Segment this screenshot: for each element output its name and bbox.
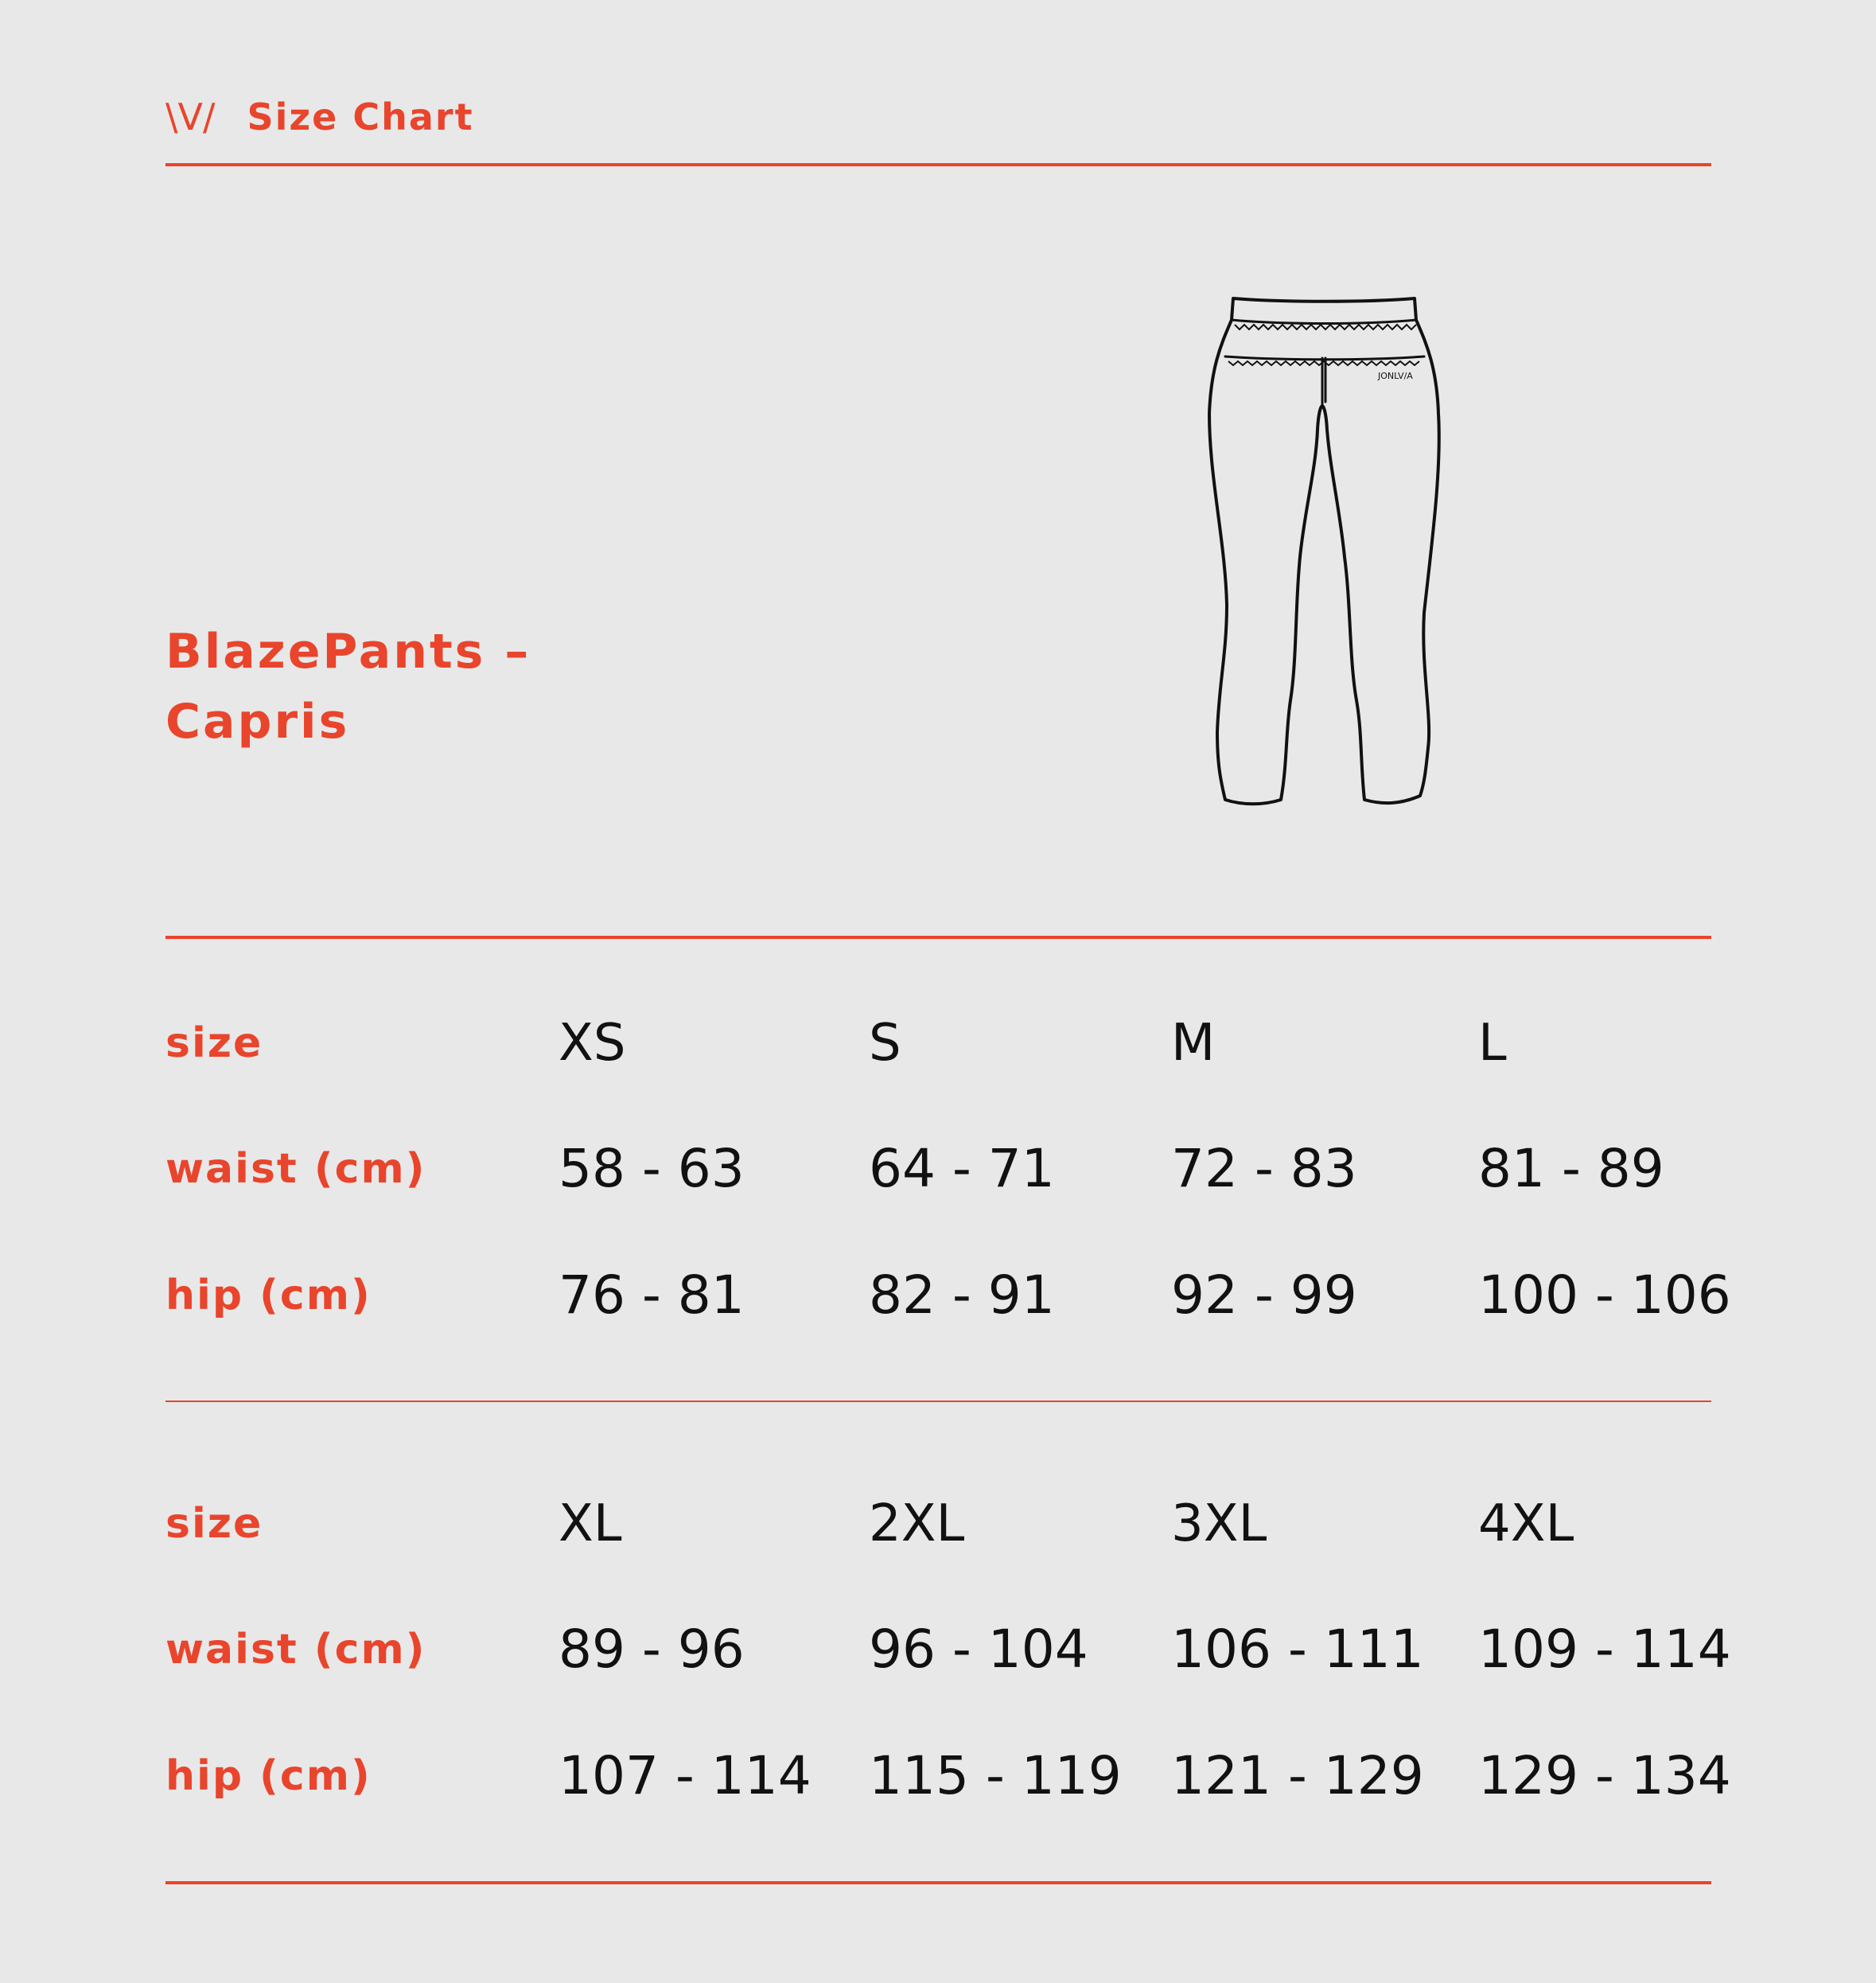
waist-cell: 58 - 63 <box>559 1138 745 1199</box>
hip-cell: 100 - 106 <box>1478 1264 1731 1326</box>
brand-tag: JONLV/A <box>1378 371 1413 381</box>
hip-cell: 107 - 114 <box>559 1745 812 1806</box>
size-cell: 2XL <box>869 1494 965 1553</box>
waist-cell: 81 - 89 <box>1478 1138 1664 1199</box>
size-cell: M <box>1171 1014 1216 1073</box>
waist-cell: 109 - 114 <box>1478 1619 1731 1680</box>
size-cell: 4XL <box>1478 1494 1574 1553</box>
waist-cell: 64 - 71 <box>869 1138 1055 1199</box>
size-cell: S <box>869 1014 901 1073</box>
hip-cell: 82 - 91 <box>869 1264 1055 1326</box>
product-title-line2: Capris <box>165 694 350 750</box>
page-header <box>165 89 474 145</box>
size-label: size <box>165 1500 263 1548</box>
waist-row <box>165 1614 1731 1685</box>
product-title-line1: BlazePants – <box>165 624 531 680</box>
waist-row <box>165 1133 1711 1205</box>
waist-label: waist (cm) <box>165 1145 426 1193</box>
size-cell: 3XL <box>1171 1494 1267 1553</box>
size-row <box>165 1007 1711 1079</box>
header-divider <box>165 163 1711 166</box>
waist-cell: 96 - 104 <box>869 1619 1088 1680</box>
capri-pants-illustration <box>1193 286 1456 812</box>
product-title <box>165 617 643 757</box>
size-label: size <box>165 1019 263 1067</box>
hip-row <box>165 1740 1731 1812</box>
size-row <box>165 1488 1711 1560</box>
section-divider-bottom <box>165 1881 1711 1884</box>
hip-cell: 129 - 134 <box>1478 1745 1731 1806</box>
hip-label: hip (cm) <box>165 1752 372 1800</box>
hip-row <box>165 1260 1731 1331</box>
waist-cell: 72 - 83 <box>1171 1138 1357 1199</box>
hip-label: hip (cm) <box>165 1272 372 1319</box>
hip-cell: 121 - 129 <box>1171 1745 1424 1806</box>
waist-cell: 106 - 111 <box>1171 1619 1424 1680</box>
table-divider <box>165 1401 1711 1402</box>
size-cell: XS <box>559 1014 626 1073</box>
hip-cell: 92 - 99 <box>1171 1264 1357 1326</box>
waist-cell: 89 - 96 <box>559 1619 745 1680</box>
page-title: Size Chart <box>247 95 474 138</box>
size-cell: XL <box>559 1494 622 1553</box>
brand-logo: \V/ <box>165 95 216 138</box>
section-divider-top <box>165 936 1711 939</box>
waist-label: waist (cm) <box>165 1626 426 1673</box>
hip-cell: 76 - 81 <box>559 1264 745 1326</box>
size-cell: L <box>1478 1014 1507 1073</box>
hip-cell: 115 - 119 <box>869 1745 1122 1806</box>
